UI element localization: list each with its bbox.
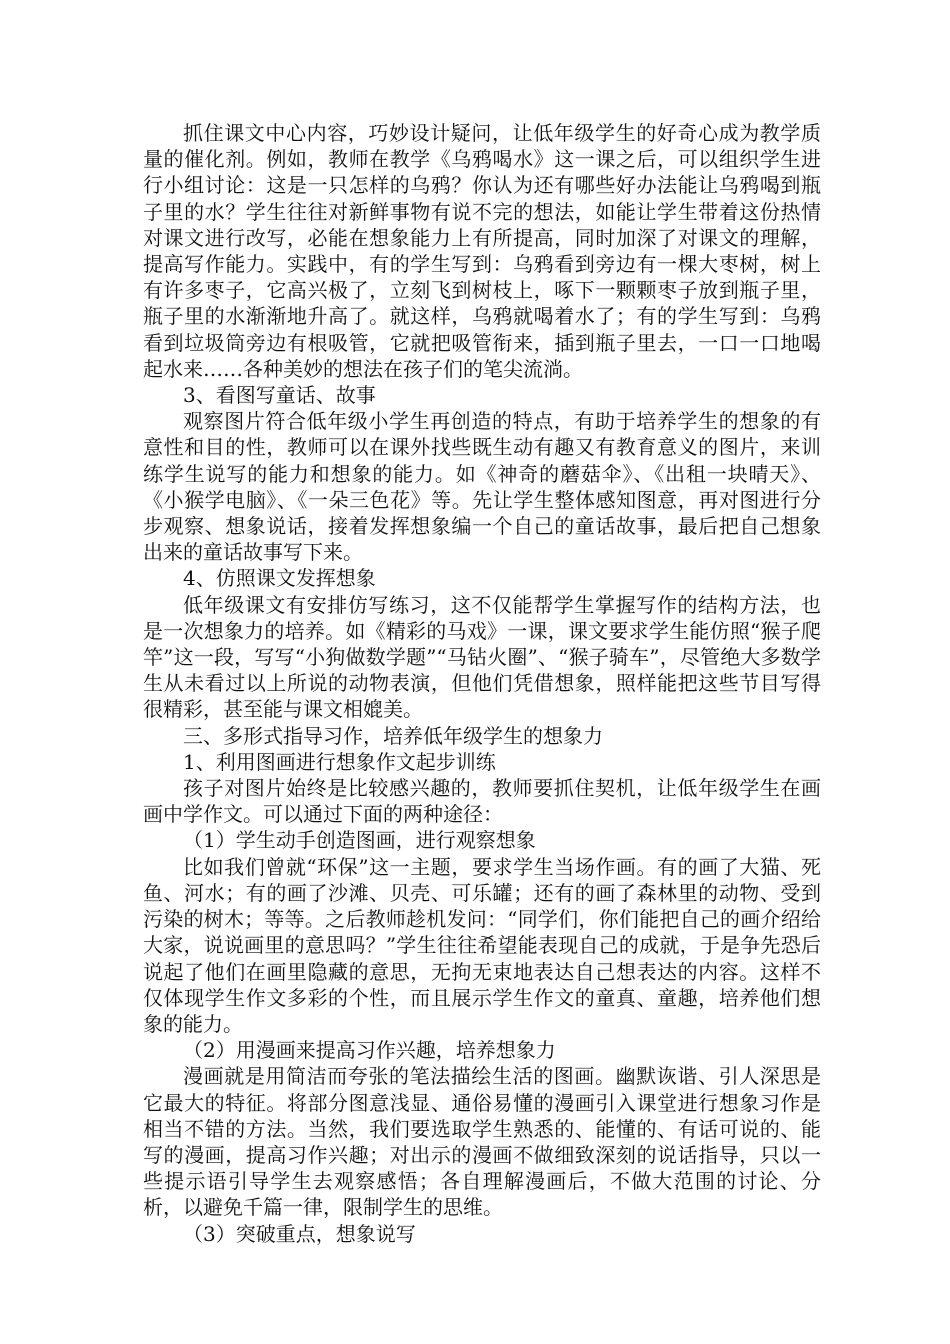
paragraph-drawing-training: 孩子对图片始终是比较感兴趣的，教师要抓住契机，让低年级学生在画画中学作文。可以通过下面的两种途径： [143,776,821,827]
subheading-comics: （2）用漫画来提高习作兴趣，培养想象力 [183,1038,556,1063]
paragraph-create-drawing: 比如我们曾就“环保”这一主题，要求学生当场作画。有的画了大猫、死鱼、河水；有的画了沙滩、贝壳、可乐罐；还有的画了森林里的动物、受到污染的树木；等等。之后教师趁机发问：“同学们，你们能把自己的画介绍给大家，说说画里的意思吗？”学生往往希望能表现自己的成就，于是争先恐后说起了他们在画里隐藏的意思，无拘无束地表达自己想表达的内容。这样不仅体现学生作文多彩的个性，而且展示学生作文的童真、童趣，培养他们想象的能力。 [143,854,821,1036]
subheading-create-drawing: （1）学生动手创造图画，进行观察想象 [183,828,536,853]
heading-picture-writing: 3、看图写童话、故事 [183,383,376,408]
section-heading-three: 三、多形式指导习作，培养低年级学生的想象力 [183,723,603,748]
heading-drawing-training: 1、利用图画进行想象作文起步训练 [183,749,496,774]
paragraph-comics: 漫画就是用简洁而夸张的笔法描绘生活的图画。幽默诙谐、引人深思是它最大的特征。将部分图意浅显、通俗易懂的漫画引入课堂进行想象习作是相当不错的方法。当然，我们要选取学生熟悉的、能懂的、有话可说的、能写的漫画，提高习作兴趣；对出示的漫画不做细致深刻的说话指导，只以一些提示语引导学生去观察感悟；各自理解漫画后，不做大范围的讨论、分析，以避免千篇一律，限制学生的思维。 [143,1064,821,1220]
document-body [143,120,821,1247]
paragraph-imitate-text: 低年级课文有安排仿写练习，这不仅能帮学生掌握写作的结构方法，也是一次想象力的培养。如《精彩的马戏》一课，课文要求学生能仿照“猴子爬竿”这一段，写写“小狗做数学题”“马钻火圈”、“猴子骑车”，尽管绝大多数学生从未看过以上所说的动物表演，但他们凭借想象，照样能把这些节目写得很精彩，甚至能与课文相媲美。 [143,592,821,722]
subheading-breakthrough: （3）突破重点，想象说写 [183,1221,416,1246]
paragraph-picture-writing: 观察图片符合低年级小学生再创造的特点，有助于培养学生的想象的有意性和目的性，教师可以在课外找些既生动有趣又有教育意义的图片，来训练学生说写的能力和想象的能力。如《神奇的蘑菇伞》、《出租一块晴天》、《小猴学电脑》、《一朵三色花》等。先让学生整体感知图意，再对图进行分步观察、想象说话，接着发挥想象编一个自己的童话故事，最后把自己想象出来的童话故事写下来。 [143,409,821,565]
heading-imitate-text: 4、仿照课文发挥想象 [183,566,376,591]
paragraph-question-design: 抓住课文中心内容，巧妙设计疑问，让低年级学生的好奇心成为教学质量的催化剂。例如，教师在教学《乌鸦喝水》这一课之后，可以组织学生进行小组讨论：这是一只怎样的乌鸦？你认为还有哪些好办法能让乌鸦喝到瓶子里的水？学生往往对新鲜事物有说不完的想法，如能让学生带着这份热情对课文进行改写，必能在想象能力上有所提高，同时加深了对课文的理解，提高写作能力。实践中，有的学生写到：乌鸦看到旁边有一棵大枣树，树上有许多枣子，它高兴极了，立刻飞到树枝上，啄下一颗颗枣子放到瓶子里，瓶子里的水渐渐地升高了。就这样，乌鸦就喝着水了；有的学生写到：乌鸦看到垃圾筒旁边有根吸管，它就把吸管衔来，插到瓶子里去，一口一口地喝起水来……各种美妙的想法在孩子们的笔尖流淌。 [143,121,821,381]
